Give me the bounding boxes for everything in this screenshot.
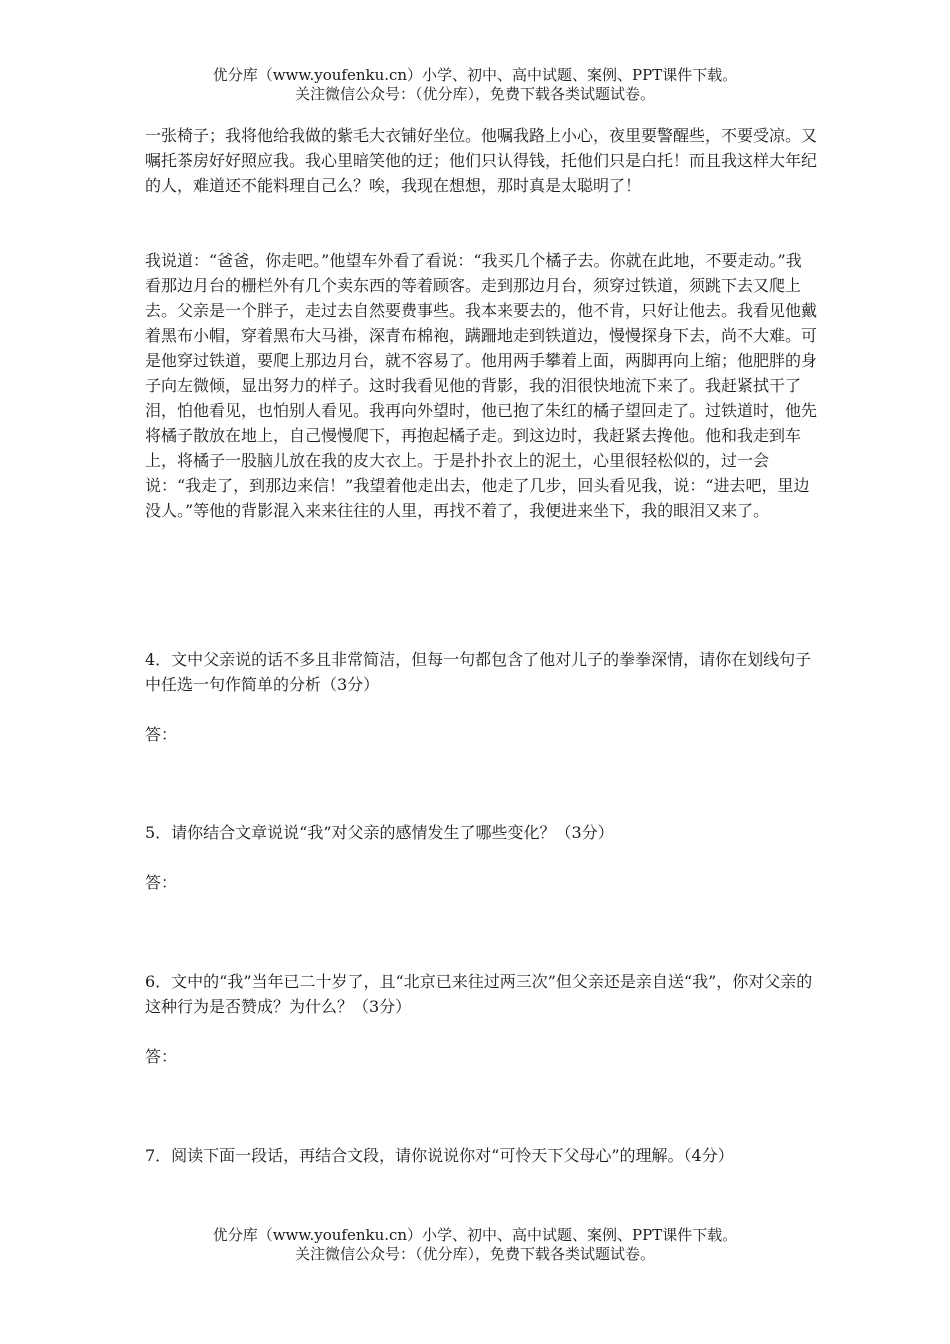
footer-line-1: 优分库（www.youfenku.cn）小学、初中、高中试题、案例、PPT课件下载。 [212,1226,738,1244]
answer-6-label: 答： [145,1047,178,1066]
question-6: 6．文中的“我”当年已二十岁了，且“北京已来往过两三次”但父亲还是亲自送“我”，你对父亲的这种行为是否赞成？为什么？（3分） [145,972,813,1016]
question-5: 5．请你结合文章说说“我”对父亲的感情发生了哪些变化？（3分） [145,823,614,842]
question-7: 7．阅读下面一段话，再结合文段，请你说说你对“可怜天下父母心”的理解。（4分） [145,1146,734,1165]
passage-paragraph-2-text: 我说道：“爸爸，你走吧。”他望车外看了看说：“我买几个橘子去。你就在此地，不要走动。”我看那边月台的栅栏外有几个卖东西的等着顾客。走到那边月台，须穿过铁道，须跳下去又爬上去。父亲是一个胖子，走过去自然要费事些。我本来要去的，他不肯，只好让他去。我看见他戴着黑布小帽，穿着黑布大马褂，深青布棉袍，蹒跚地走到铁道边，慢慢探身下去，尚不大难。可是他穿过铁道，要爬上那边月台，就不容易了。他用两手攀着上面，两脚再向上缩；他肥胖的身子向左微倾，显出努力的样子。这时我看见他的背影，我的泪很快地流下来了。我赶紧拭干了泪，怕他看见，也怕别人看见。我再向外望时，他已抱了朱红的橘子望回走了。过铁道时，他先将橘子散放在地上，自己慢慢爬下，再抱起橘子走。到这边时，我赶紧去搀他。他和我走到车上，将橘子一股脑儿放在我的皮大衣上。于是扑扑衣上的泥土，心里很轻松似的，过一会说：“我走了，到那边来信！”我望着他走出去，他走了几步，回头看见我，说：“进去吧，里边没人。”等他的背影混入来来往往的人里，再找不着了，我便进来坐下，我的眼泪又来了。 [145,251,818,520]
passage-paragraph-1-text: 一张椅子；我将他给我做的紫毛大衣铺好坐位。他嘱我路上小心，夜里要警醒些，不要受凉。又嘱托茶房好好照应我。我心里暗笑他的迂；他们只认得钱，托他们只是白托！而且我这样大年纪的人，难道还不能料理自己么？唉，我现在想想，那时真是太聪明了！ [145,126,818,195]
header-line-2: 关注微信公众号：（优分库），免费下载各类试题试卷。 [294,85,655,103]
answer-5-label: 答： [145,873,178,892]
header-line-1: 优分库（www.youfenku.cn）小学、初中、高中试题、案例、PPT课件下载。 [212,66,738,84]
question-4: 4．文中父亲说的话不多且非常简洁，但每一句都包含了他对儿子的拳拳深情，请你在划线句子中任选一句作简单的分析（3分） [145,650,812,694]
footer-line-2: 关注微信公众号：（优分库），免费下载各类试题试卷。 [294,1245,655,1263]
passage-paragraph-1 [145,123,817,198]
page-footer [0,1226,950,1264]
passage-paragraph-2 [145,248,817,523]
answer-4-label: 答： [145,725,178,744]
page-header [0,66,950,104]
